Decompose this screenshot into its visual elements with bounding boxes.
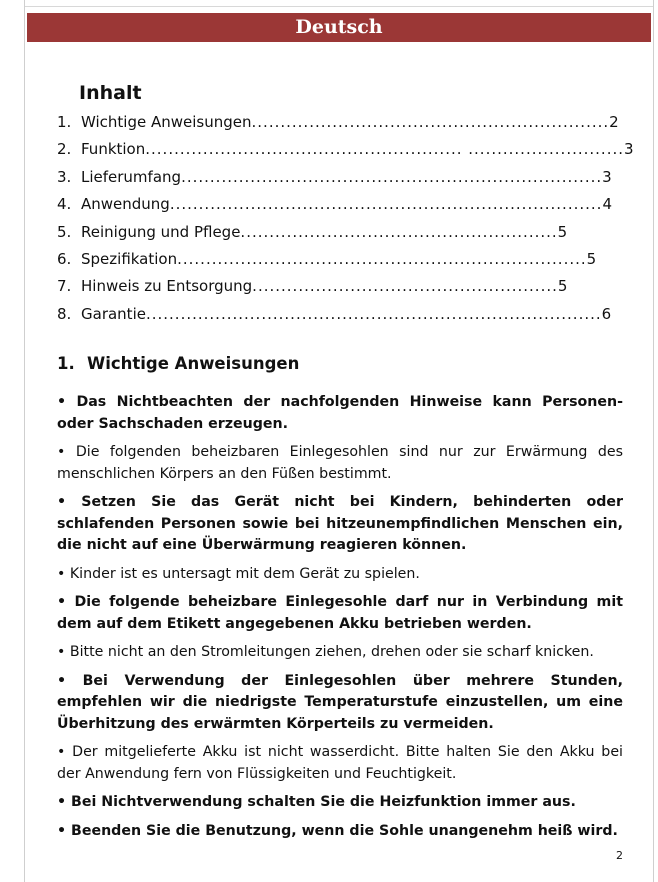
language-header-bar [27,13,651,42]
toc-item[interactable] [57,164,612,191]
instruction-item: • Kinder ist es untersagt mit dem Gerät zu spielen. [57,565,420,582]
toc-item-leader: ......................................................................... [181,167,603,186]
toc-item-page: 3 [624,140,634,159]
instruction-list [57,392,623,849]
toc-item-number: 6. [57,249,72,268]
section-number: 1. [57,354,75,373]
table-of-contents [57,109,634,328]
toc-item[interactable] [57,191,612,218]
toc-item-label: Lieferumfang [81,167,182,186]
toc-item-number: 8. [57,304,72,323]
language-title: Deutsch [295,16,383,38]
section-title: Wichtige Anweisungen [87,354,300,373]
toc-item-leader: ..................................................... [252,277,558,296]
instruction-item: • Die folgenden beheizbaren Einlegesohlen sind nur zur Erwärmung des menschlichen Körpers an den Füßen bestimmt. [57,444,623,482]
toc-item-page: 5 [557,222,568,241]
instruction-item: • Bitte nicht an den Stromleitungen ziehen, drehen oder sie scharf knicken. [57,644,594,660]
toc-item[interactable] [57,273,567,300]
instruction-item: • Das Nichtbeachten der nachfolgenden Hinweise kann Personen- oder Sachschaden erzeugen. [57,394,623,432]
toc-item-page: 5 [586,249,597,268]
toc-item-page: 5 [557,277,568,296]
instruction-item: • Die folgende beheizbare Einlegesohle darf nur in Verbindung mit dem auf dem Etikett angegebenen Akku betrieben werden. [57,594,623,632]
toc-item-number: 5. [57,222,72,241]
toc-item-leader: ........................................................................... [169,195,603,214]
top-divider [25,0,653,7]
toc-item[interactable] [57,136,634,163]
instruction-item: • Bei Nichtverwendung schalten Sie die Heizfunktion immer aus. [57,794,576,810]
toc-item-page: 2 [609,113,619,131]
toc-item-number: 1. [57,113,72,131]
toc-item-label: Funktion [81,140,146,159]
instruction-item: • Bei Verwendung der Einlegesohlen über mehrere Stunden, empfehlen wir die niedrigste Temperaturstufe einzustellen, um eine Überhitzung des erwärmten Körperteils zu vermeiden. [57,672,623,732]
instruction-item: • Der mitgelieferte Akku ist nicht wasserdicht. Bitte halten Sie den Akku bei der Anwendung fern von Flüssigkeiten und Feuchtigkeit. [57,744,623,782]
toc-item-page: 4 [602,195,612,214]
instruction-item: • Beenden Sie die Benutzung, wenn die Sohle unangenehm heiß wird. [57,822,618,839]
toc-item-leader: .............................................................. [251,113,610,131]
instruction-item: • Setzen Sie das Gerät nicht bei Kindern, behinderten oder schlafenden Personen sowie bei hitzeunempfindlichen Menschen ein, die nicht auf eine Überwärmung reagieren können. [57,494,623,553]
toc-item-number: 4. [57,195,72,214]
toc-item[interactable] [57,219,567,246]
toc-item-leader: ....................................................... [240,222,558,241]
page-number: 2 [616,849,623,862]
toc-item-label: Reinigung und Pflege [81,222,241,241]
toc-item[interactable] [57,246,597,273]
toc-item-number: 3. [57,167,72,186]
document-page [24,0,654,882]
toc-item-page: 6 [601,304,612,323]
section-heading [57,354,299,373]
toc-title: Inhalt [79,82,142,104]
toc-item-leader: ....................................................... ........................... [145,140,624,159]
toc-item-label: Spezifikation [81,249,178,268]
toc-item-number: 7. [57,277,72,296]
toc-item-page: 3 [602,167,612,186]
toc-item-leader: ....................................................................... [177,249,587,268]
toc-item-leader: ............................................................................... [145,304,602,323]
toc-item[interactable] [57,301,612,328]
toc-item-label: Hinweis zu Entsorgung [81,277,253,296]
toc-item-label: Anwendung [81,195,170,214]
toc-item[interactable] [57,109,619,136]
toc-item-label: Wichtige Anweisungen [81,113,252,131]
toc-item-label: Garantie [81,304,146,323]
toc-item-number: 2. [57,140,72,159]
